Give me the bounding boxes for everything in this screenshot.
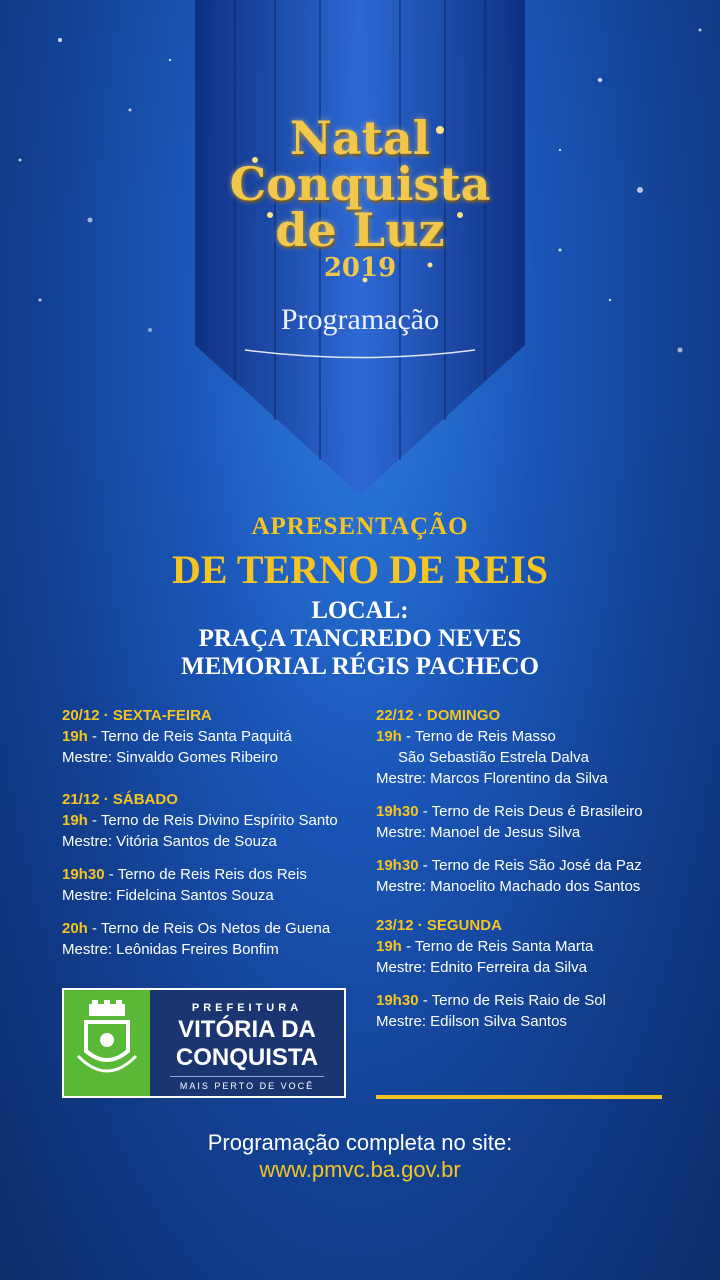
day-23-12 [376,915,696,978]
coat-of-arms-icon [64,990,150,1096]
gold-divider [376,1095,662,1099]
entry-time: 19h30 [62,866,105,883]
entry-name-continued: São Sebastião Estrela Dalva [398,749,589,766]
entry-name: - Terno de Reis Reis dos Reis [104,866,307,883]
entry-name: - Terno de Reis Masso [401,728,556,745]
entry-mestre: Mestre: Edilson Silva Santos [376,1013,567,1030]
location-block [0,597,720,681]
title-year: 2019 [323,253,397,283]
logo-text [150,990,344,1096]
day-22-12 [376,705,696,789]
entry-mestre: Mestre: Ednito Ferreira da Silva [376,959,587,976]
logo-tagline: MAIS PERTO DE VOCÊ [170,1076,324,1091]
schedule-entry [376,855,696,897]
local-line-1: PRAÇA TANCREDO NEVES [198,625,522,652]
prefeitura-logo [62,988,346,1098]
entry-time: 19h30 [376,857,419,874]
day-21-12 [62,789,372,852]
logo-city-line-2: CONQUISTA [175,1044,319,1071]
schedule-left-column [62,705,372,972]
entry-mestre: Mestre: Vitória Santos de Souza [62,833,277,850]
entry-mestre: Mestre: Manoel de Jesus Silva [376,824,581,841]
day-date: 22/12 · DOMINGO [376,707,501,724]
schedule-entry [62,810,372,831]
schedule-entry [62,918,372,960]
entry-mestre: Mestre: Manoelito Machado dos Santos [376,878,641,895]
logo-city-line-1: VITÓRIA DA [178,1016,316,1043]
entry-time: 19h [62,728,88,745]
title-line-3: de Luz [275,203,445,257]
day-date: 21/12 · SÁBADO [62,791,178,808]
entry-time: 19h30 [376,803,419,820]
schedule-entry [376,990,696,1032]
entry-time: 19h [62,812,88,829]
entry-mestre: Mestre: Sinvaldo Gomes Ribeiro [62,749,278,766]
local-line-2: MEMORIAL RÉGIS PACHECO [181,653,539,680]
entry-name: - Terno de Reis Santa Marta [401,938,594,955]
schedule-entry [376,801,696,843]
entry-time: 19h [376,728,402,745]
local-label: LOCAL: [311,597,409,624]
title-line-2: Conquista [229,157,491,211]
event-title [195,111,525,283]
entry-name: - Terno de Reis Raio de Sol [418,992,606,1009]
schedule-entry [62,726,372,747]
city-seal [64,990,150,1096]
heading-terno-de-reis: DE TERNO DE REIS [171,547,549,592]
heading-apresentacao: APRESENTAÇÃO [251,513,469,540]
entry-name: - Terno de Reis Divino Espírito Santo [87,812,338,829]
schedule-right-column [376,705,696,1044]
entry-name: - Terno de Reis Deus é Brasileiro [418,803,643,820]
schedule-entry [376,726,696,747]
entry-mestre: Mestre: Leônidas Freires Bonfim [62,941,279,958]
title-line-1: Natal [289,111,431,165]
footer-text: Programação completa no site: [207,1130,513,1155]
logo-prefeitura: PREFEITURA [191,1002,303,1014]
programacao-label: Programação [280,303,440,336]
entry-name: - Terno de Reis Santa Paquitá [87,728,292,745]
entry-mestre: Mestre: Marcos Florentino da Silva [376,770,608,787]
website-link[interactable]: www.pmvc.ba.gov.br [259,1157,461,1182]
entry-time: 19h [376,938,402,955]
day-20-12 [62,705,372,768]
schedule-entry [376,936,696,957]
day-date: 20/12 · SEXTA-FEIRA [62,707,212,724]
entry-name: - Terno de Reis São José da Paz [418,857,642,874]
entry-time: 20h [62,920,88,937]
day-date: 23/12 · SEGUNDA [376,917,502,934]
schedule-entry [62,864,372,906]
entry-mestre: Mestre: Fidelcina Santos Souza [62,887,274,904]
entry-time: 19h30 [376,992,419,1009]
entry-name: - Terno de Reis Os Netos de Guena [87,920,331,937]
